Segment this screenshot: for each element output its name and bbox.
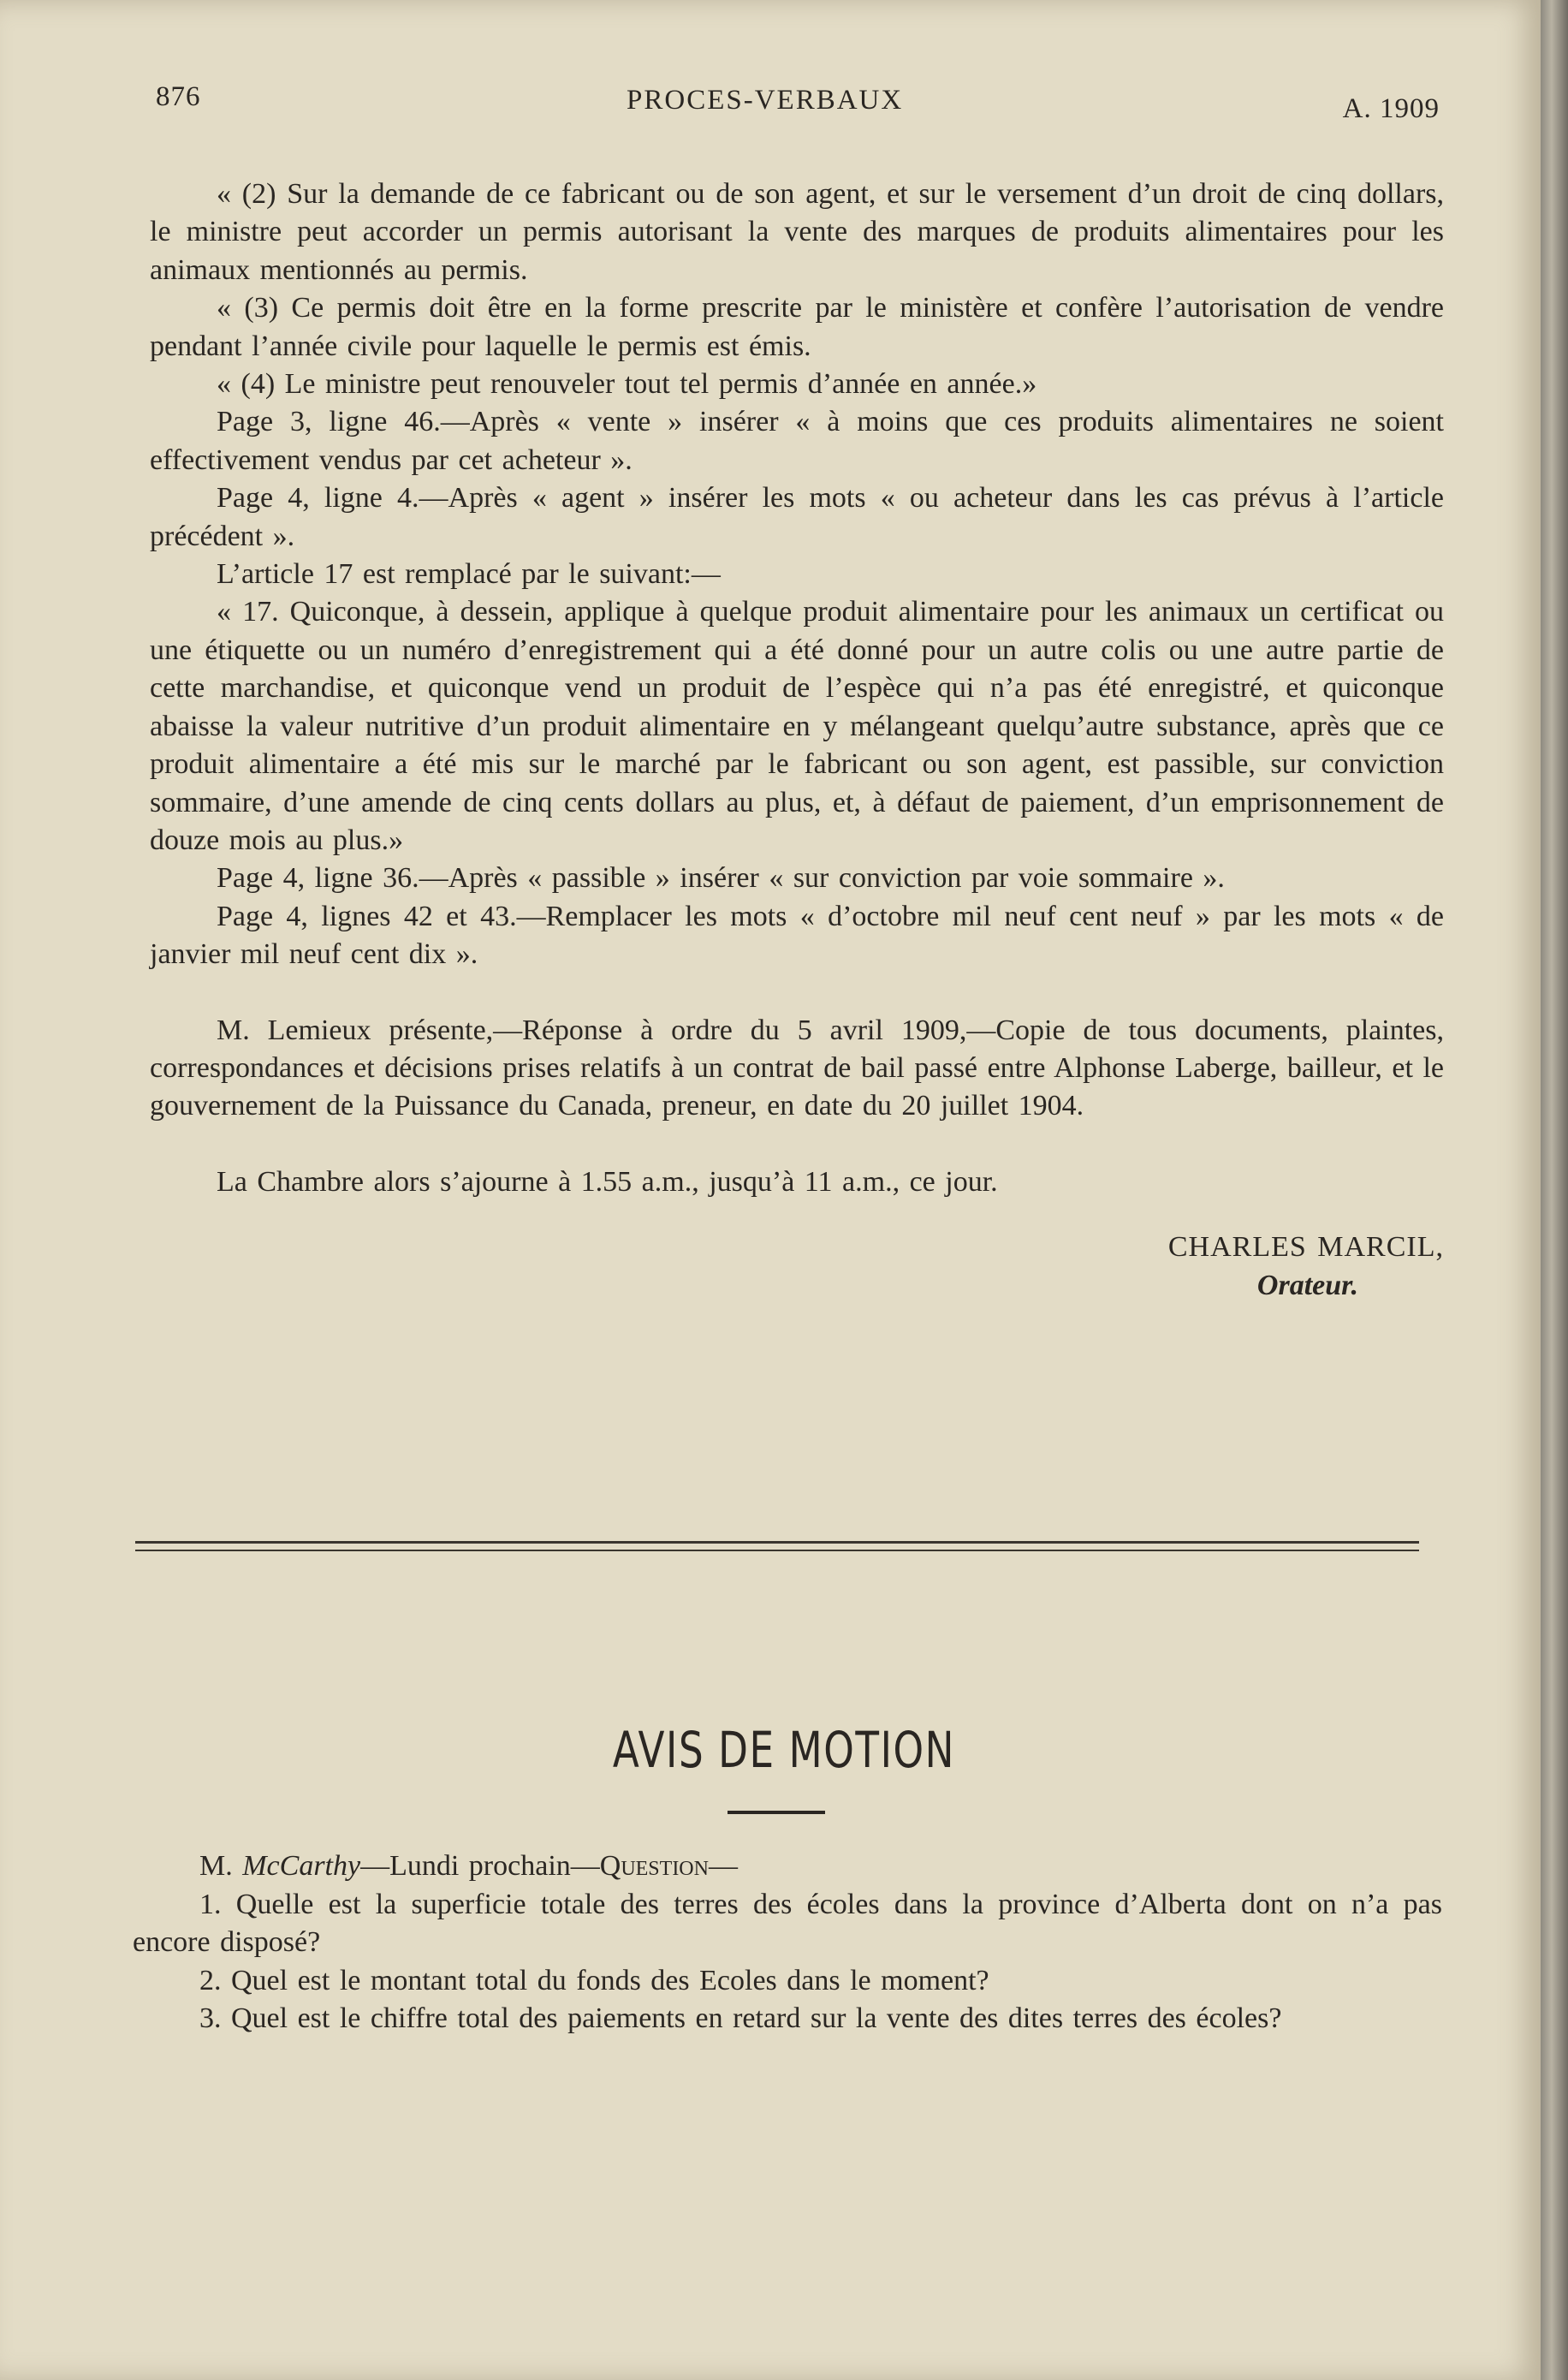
motion-intro-rest: —Lundi prochain—	[360, 1850, 600, 1882]
paragraph: « 17. Quiconque, à dessein, applique à quelque produit alimentaire pour les animaux un certificat ou une étiquette ou un numéro d’enregistrement qui a été donné pour un autre colis ou une autre partie de cette marchandise, et quiconque vend un produit de l’espèce qui n’a pas été enregistré, et quiconque abaisse la valeur nutritive d’un produit alimentaire en y mélangeant quelqu’autre substance, après que ce produit alimentaire a été mis sur le marché par le fabricant ou son agent, est passible, sur conviction sommaire, d’une amende de cinq cents dollars au plus, et, à défaut de paiement, d’un emprisonnement de douze mois au plus.»	[150, 596, 1444, 856]
page-number: 876	[156, 81, 201, 112]
question-item: 1. Quelle est la superficie totale des terres des écoles dans la province d’Alberta dont on n’a pas encore disposé?	[133, 1888, 1442, 1958]
paragraph: Page 4, ligne 36.—Après « passible » insérer « sur conviction par voie sommaire ».	[217, 862, 1225, 895]
signature-name: CHARLES MARCIL,	[1167, 1231, 1444, 1264]
lemieux-paragraph: M. Lemieux présente,—Réponse à ordre du 5 avril 1909,—Copie de tous documents, plaintes, correspondances et décisions prises relatifs à un contrat de bail passé entre Alphonse Laberge, bailleur, et le gouvernement de la Puissance du Canada, preneur, en date du 20 juillet 1904.	[150, 1014, 1444, 1122]
section-divider-top	[135, 1541, 1419, 1544]
header-year: A. 1909	[1342, 93, 1440, 124]
motion-intro-prefix: M.	[199, 1850, 243, 1882]
question-item: 3. Quel est le chiffre total des paiements en retard sur la vente des dites terres des écoles?	[199, 2002, 1282, 2034]
paragraph: Page 4, ligne 4.—Après « agent » insérer les mots « ou acheteur dans les cas prévus à l’article précédent ».	[150, 482, 1444, 552]
avis-title-rule	[728, 1811, 825, 1814]
running-title: PROCES-VERBAUX	[627, 85, 904, 116]
adjourn-paragraph: La Chambre alors s’ajourne à 1.55 a.m., jusqu’à 11 a.m., ce jour.	[217, 1165, 998, 1198]
signature-role: Orateur.	[1256, 1269, 1358, 1301]
motion-member: McCarthy	[242, 1850, 361, 1882]
book-edge	[1541, 0, 1568, 2380]
paragraph: Page 3, ligne 46.—Après « vente » insérer « à moins que ces produits alimentaires ne soient effectivement vendus par cet acheteur ».	[150, 406, 1444, 476]
paragraph: L’article 17 est remplacé par le suivant:—	[217, 558, 721, 591]
motion-intro	[133, 1847, 1442, 1886]
motion-question-label: Question	[599, 1850, 709, 1882]
question-item: 2. Quel est le montant total du fonds des Ecoles dans le moment?	[199, 1964, 989, 1996]
paragraph: Page 4, lignes 42 et 43.—Remplacer les mots « d’octobre mil neuf cent neuf » par les mots « de janvier mil neuf cent dix ».	[150, 900, 1444, 971]
paragraph: « (2) Sur la demande de ce fabricant ou de son agent, et sur le versement d’un droit de cinq dollars, le ministre peut accorder un permis autorisant la vente des marques de produits alimentaires pour les animaux mentionnés au permis.	[150, 178, 1444, 286]
avis-title: AVIS DE MOTION	[612, 1721, 956, 1779]
page-header	[156, 81, 1440, 124]
paragraph: « (4) Le ministre peut renouveler tout tel permis d’année en année.»	[217, 368, 1037, 401]
proceedings-body	[150, 176, 1444, 1305]
paragraph: « (3) Ce permis doit être en la forme prescrite par le ministère et confère l’autorisation de vendre pendant l’année civile pour laquelle le permis est émis.	[150, 292, 1444, 362]
motion-intro-end: —	[708, 1850, 738, 1882]
section-divider-bottom	[135, 1550, 1419, 1551]
motion-body	[133, 1847, 1442, 2038]
